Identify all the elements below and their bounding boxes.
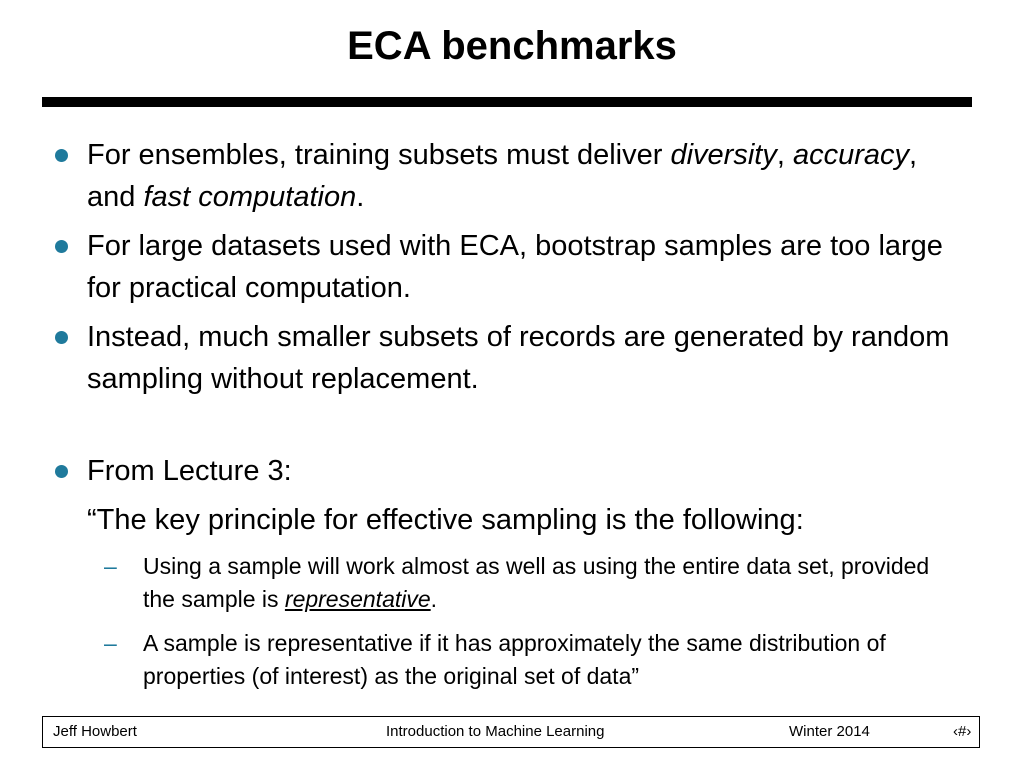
footer-author: Jeff Howbert xyxy=(53,723,137,740)
dash-icon: – xyxy=(104,630,117,656)
emphasis-accuracy: accuracy xyxy=(792,139,910,171)
slide-body xyxy=(0,134,1024,704)
bullet-dot-icon xyxy=(55,465,68,478)
bullet-item-ensembles xyxy=(0,134,1024,218)
slide-title: ECA benchmarks xyxy=(347,24,677,68)
emphasis-representative: representative xyxy=(284,586,431,612)
bullet-dot-icon xyxy=(55,331,68,344)
bullet-text: , xyxy=(776,139,793,171)
footer-page-number: ‹#› xyxy=(953,723,972,740)
bullet-text: , and xyxy=(87,139,918,213)
bullet-dot-icon xyxy=(55,240,68,253)
bullet-text: . xyxy=(356,181,365,213)
sub-bullet-text: A sample is representative if it has approximately the same distribution of properties (of interest) as the original set of data” xyxy=(143,630,886,689)
footer-term: Winter 2014 xyxy=(789,723,870,740)
dash-icon: – xyxy=(104,553,117,579)
bullet-text: From Lecture 3: xyxy=(87,455,292,487)
title-rule xyxy=(42,97,972,107)
spacer xyxy=(0,407,1024,450)
sub-bullet-text: . xyxy=(430,586,438,612)
sub-bullet-text: Using a sample will work almost as well as using the entire data set, provided the sample is xyxy=(143,553,930,612)
emphasis-fast-computation: fast computation xyxy=(143,181,357,213)
bullet-text: Instead, much smaller subsets of records are generated by random sampling without replacement. xyxy=(87,321,950,395)
bullet-item-lecture-ref xyxy=(0,450,1024,492)
quote-line: “The key principle for effective sampling is the following: xyxy=(87,504,804,536)
sub-bullet-item-definition xyxy=(0,627,1024,693)
emphasis-diversity: diversity xyxy=(670,139,777,171)
bullet-dot-icon xyxy=(55,149,68,162)
slide-footer xyxy=(42,716,980,748)
bullet-item-subsets xyxy=(0,316,1024,400)
bullet-item-bootstrap xyxy=(0,225,1024,309)
bullet-text: For large datasets used with ECA, bootstrap samples are too large for practical computation. xyxy=(87,230,943,304)
sub-bullet-item-sample xyxy=(0,550,1024,616)
footer-course: Introduction to Machine Learning xyxy=(386,723,605,740)
bullet-text: For ensembles, training subsets must deliver xyxy=(87,139,671,171)
